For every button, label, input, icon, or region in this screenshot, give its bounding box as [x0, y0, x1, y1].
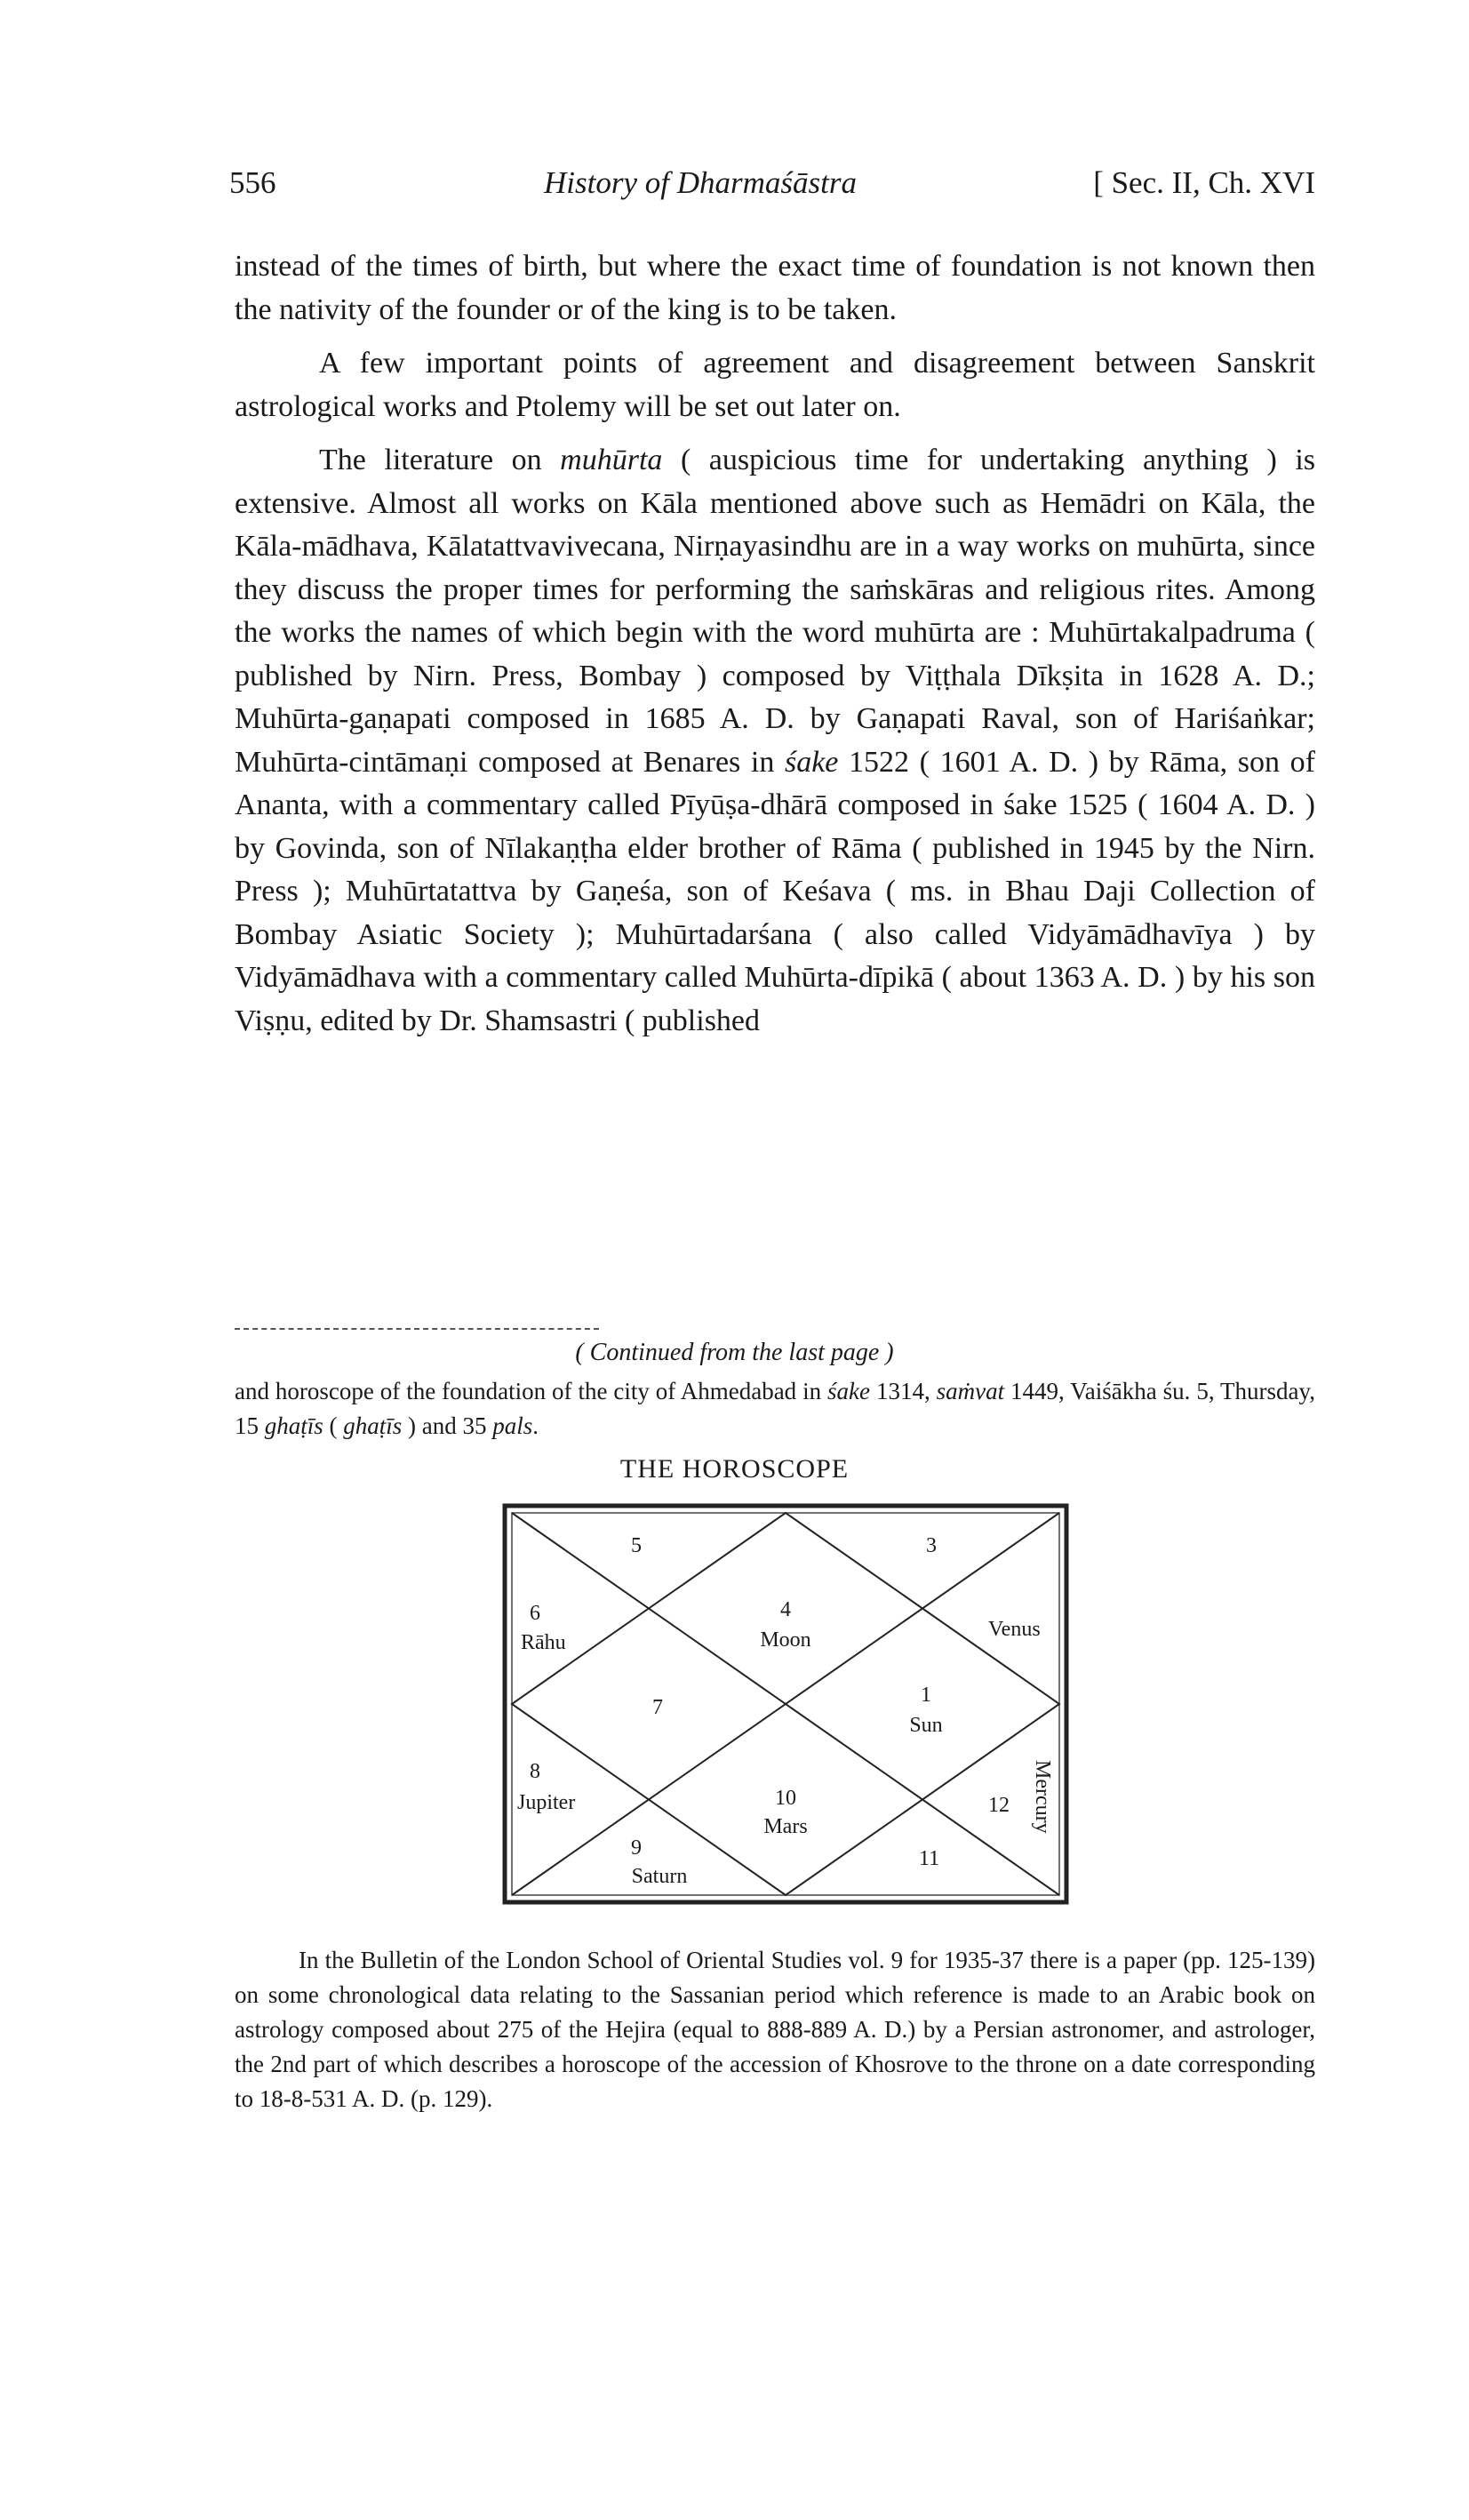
- fn-term-ghatis-1: ghaṭīs: [264, 1412, 323, 1439]
- fn-text-d: (: [323, 1412, 344, 1439]
- fn-term-samvat: saṁvat: [936, 1378, 1005, 1404]
- paragraph-1: instead of the times of birth, but where the exact time of foundation is not known then the nativity of the founder or of the king is to be taken.: [235, 250, 1315, 326]
- section-label: [ Sec. II, Ch. XVI: [1093, 165, 1315, 200]
- running-title: History of Dharmaśāstra: [544, 165, 857, 200]
- venus-label: Venus: [988, 1618, 1041, 1641]
- horoscope-diagram: [501, 1502, 1070, 1906]
- para3-term-sake: śake: [784, 745, 839, 779]
- footnote-continued-text: [235, 1374, 1315, 1444]
- paragraph-3: [235, 439, 1315, 1043]
- fn-term-pals: pals: [492, 1412, 533, 1439]
- house-10-number: 10: [775, 1787, 796, 1810]
- page-number: 556: [229, 165, 276, 200]
- fn-term-ghatis-2: ghaṭīs: [343, 1412, 403, 1439]
- para3-text-b: ( auspicious time for undertaking anything ) is extensive. Almost all works on Kāla mentioned above such as Hemādri on Kāla, the Kāla-mādhava, Kālatattvavivecana, Nirṇayasindhu are in a way works on muhūrta, since they discuss the proper times for performing the saṁskāras and religious rites. Among the works the names of which begin with the word muhūrta are : Muhūrtakalpadruma ( published by Nirn. Press, Bombay ) composed by Viṭṭhala Dīkṣita in 1628 A. D.; Muhūrta-gaṇapati composed in 1685 A. D. by Gaṇapati Raval, son of Hariśaṅkar; Muhūrta-cintāmaṇi composed at Benares in: [235, 444, 1315, 779]
- mercury-label: Mercury: [1031, 1760, 1054, 1834]
- footnote-rule: [235, 1328, 599, 1330]
- fn-text-f: .: [532, 1412, 539, 1439]
- paragraph-2: A few important points of agreement and disagreement between Sanskrit astrological works and Ptolemy will be set out later on.: [235, 347, 1315, 423]
- footnote-continued: ( Continued from the last page ): [575, 1339, 894, 1366]
- house-9-planet: Saturn: [631, 1865, 688, 1888]
- house-11-number: 11: [919, 1847, 940, 1870]
- house-8-number: 8: [530, 1760, 540, 1783]
- house-5-number: 5: [631, 1534, 642, 1557]
- running-header: [229, 165, 1315, 210]
- house-12-number: 12: [988, 1794, 1010, 1817]
- house-3-number: 3: [926, 1534, 937, 1557]
- fn-text-a: and horoscope of the foundation of the city of Ahmedabad in: [235, 1378, 828, 1404]
- para3-text-c: 1522 ( 1601 A. D. ) by Rāma, son of Ananta, with a commentary called Pīyūṣa-dhārā composed in śake 1525 ( 1604 A. D. ) by Govinda, son of Nīlakaṇṭha elder brother of Rāma ( published in 1945 by the Nirn. Press ); Muhūrtatattva by Gaṇeśa, son of Keśava ( ms. in Bhau Daji Collection of Bombay Asiatic Society ); Muhūrtadarśana ( also called Vidyāmādhavīya ) by Vidyāmādhava with a commentary called Muhūrta-dīpikā ( about 1363 A. D. ) by his son Viṣṇu, edited by Dr. Shamsastri ( published: [235, 745, 1315, 1037]
- house-8-planet: Jupiter: [517, 1791, 576, 1814]
- fn-text-e: ) and 35: [402, 1412, 493, 1439]
- main-text: [235, 245, 1315, 1043]
- fn-text-b: 1314,: [870, 1378, 937, 1404]
- fn-term-sake: śake: [827, 1378, 871, 1404]
- horoscope-chart: [501, 1502, 1070, 1906]
- para3-text-a: The literature on: [319, 444, 561, 476]
- house-1-planet: Sun: [909, 1714, 943, 1737]
- house-4-planet: Moon: [760, 1628, 811, 1652]
- house-9-number: 9: [631, 1836, 642, 1860]
- house-7-number: 7: [652, 1696, 663, 1719]
- house-1-number: 1: [921, 1684, 931, 1707]
- house-10-planet: Mars: [763, 1815, 808, 1838]
- para3-term-muhurta: muhūrta: [560, 444, 663, 476]
- footnote-2: [235, 1943, 1315, 2116]
- horoscope-title: THE HOROSCOPE: [619, 1454, 850, 1484]
- fn-text-c: 1449, Vaiśākha śu. 5, Thursday, 15: [235, 1378, 1315, 1439]
- house-4-number: 4: [780, 1598, 791, 1621]
- footnote-2-text: In the Bulletin of the London School of Oriental Studies vol. 9 for 1935-37 there is a paper (pp. 125-139) on some chronological data relating to the Sassanian period which reference is made to an Arabic book on astrology composed about 275 of the Hejira (equal to 888-889 A. D.) by a Persian astronomer, and astrologer, the 2nd part of which describes a horoscope of the accession of Khosrove to the throne on a date corresponding to 18-8-531 A. D. (p. 129).: [235, 1947, 1315, 2112]
- house-6-number: 6: [530, 1602, 540, 1625]
- house-6-planet: Rāhu: [521, 1631, 566, 1654]
